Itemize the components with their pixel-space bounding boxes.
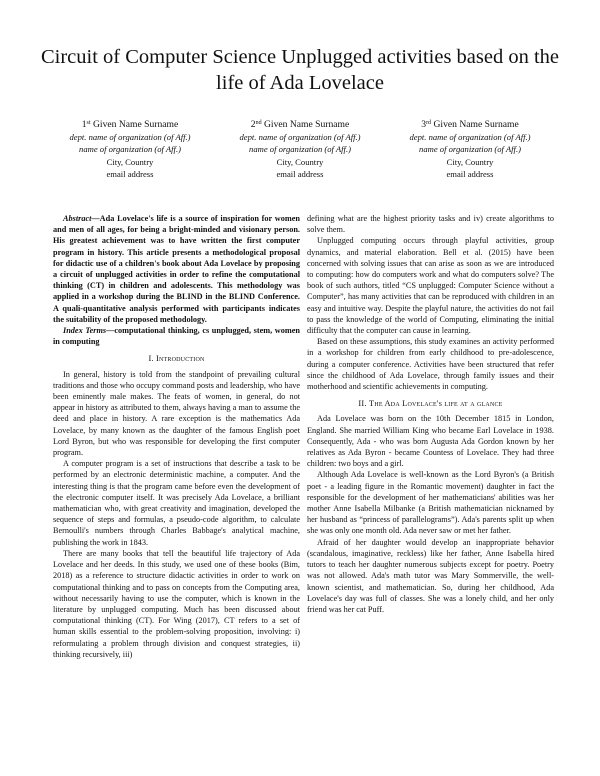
life-paragraph-1: Ada Lovelace was born on the 10th December 1815 in London, England. She married William King who became Earl Lovelace in 1938. Consequently, Ada - who was born Augusta Ada Gordon known by her relatives as Ada Byron - became Countess of Lovelace. They had three children: two boys and a girl.	[307, 414, 554, 469]
intro-paragraph-5: Based on these assumptions, this study examines an activity performed in a workshop for children from early childhood to pre-adolescence, during a computer conference. Activities have been structured that refer since the childhood of Ada Lovelace, through family issues and their motherhood and scientific achievements in computing.	[307, 337, 554, 392]
abstract	[53, 213, 300, 325]
intro-paragraph-2: A computer program is a set of instructions that describe a task to be performed by an electronic deterministic machine, a computer. And the interesting thing is that the program came before even the development of the electronic computer itself. It was precisely Ada Lovelace, a brilliant mathematician who, with great creativity and imagination, developed the sequence of steps and formulas, a pseudo-code algorithm, to calculate Bernoulli's numbers through Charles Babbage's analytical machine, publishing the work in 1843.	[53, 459, 300, 547]
section-heading-introduction	[53, 353, 300, 364]
author-dept: dept. name of organization (of Aff.)	[69, 132, 191, 142]
author-org: name of organization (of Aff.)	[249, 144, 351, 155]
author-1	[45, 118, 215, 181]
author-block	[45, 118, 555, 181]
author-name-text: Given Name Surname	[263, 119, 350, 130]
author-org: name of organization (of Aff.)	[79, 144, 181, 155]
author-email: email address	[106, 169, 154, 180]
abstract-text: —Ada Lovelace's life is a source of inspiration for women and men of all ages, for being a bright-minded and visionary person. His greatest achievement was to have written the first computer program in history. This article presents a methodological proposal for didactic use of a children's book about Ada Lovelace by proposing a circuit of unplugged activities in order to refine the computational thinking (CT) in children and adolescents. This methodology was applied in a workshop during the BLIND in the BLIND Conference. A quali-quantitative analysis performed with participants indicates the suitability of the proposed methodology.	[53, 214, 300, 324]
section-number: I.	[148, 354, 154, 364]
author-ordinal-suffix: rd	[426, 120, 432, 126]
author-name-text: Given Name Surname	[92, 119, 179, 130]
intro-paragraph-continuation: defining what are the highest priority tasks and iv) create algorithms to solve them.	[307, 214, 554, 235]
intro-paragraph-3: There are many books that tell the beautiful life trajectory of Ada Lovelace and her deeds. In this study, we used one of these books (Bim, 2018) as a reference to structure didactic activities in order to work on computational thinking and to pass on concepts from the Computing area, without necessarily having to use the computer, which is known in the literature by unplugged computing. Much has been discussed about computational thinking (CT). For Wing (2017), CT refers to a set of human skills essential to the problem-solving proposition, involving: i) reformulating a problem through division and conquest strategies, ii) thinking recursively, iii)	[53, 548, 300, 659]
author-dept: dept. name of organization (of Aff.)	[409, 132, 531, 142]
author-email: email address	[276, 169, 324, 180]
paper-title: Circuit of Computer Science Unplugged activities based on the life of Ada Lovelace	[40, 46, 560, 94]
author-org: name of organization (of Aff.)	[419, 144, 521, 155]
life-paragraph-3: Afraid of her daughter would develop an inappropriate behavior (scandalous, imaginative, reckless) like her father, Anne Isabella hired tutors to teach her daughter numerous subjects except for poetry. Poetry was not allowed. Ada's math tutor was Mary Sommerville, the well-known scientist, and mathematician. So, during her childhood, Ada Lovelace's day was full of classes. She was a lonely child, and her only friend was her cat Puff.	[307, 537, 554, 614]
index-terms-text: —computational thinking, cs unplugged, stem, women in computing	[53, 326, 300, 347]
author-3	[385, 118, 555, 181]
author-ordinal-suffix: st	[86, 120, 91, 126]
left-column	[53, 213, 300, 660]
author-name	[385, 118, 555, 131]
author-city: City, Country	[446, 156, 494, 167]
intro-paragraph-1: In general, history is told from the standpoint of prevailing cultural traditions and those who occupy command posts and leadership, who have been eminently male makes. The feats of women, in general, do not appear in history as attributed to them, always having a man to assume the deed and place in history. A rare exception is the mathematics Ada Lovelace, by many known as the daughter of the famous English poet Lord Byron, but who was responsible for developing the first computer program.	[53, 369, 300, 458]
author-ordinal: 2	[250, 119, 256, 130]
author-name	[45, 118, 215, 131]
author-dept: dept. name of organization (of Aff.)	[239, 132, 361, 142]
author-ordinal: 1	[81, 119, 87, 130]
author-email: email address	[446, 169, 494, 180]
section-title: Introduction	[156, 354, 205, 364]
index-terms	[53, 325, 300, 347]
author-ordinal-suffix: nd	[255, 120, 262, 126]
life-paragraph-2: Although Ada Lovelace is well-known as the Lord Byron's (a British poet - a leading figure in the Romantic movement) daughter in fact the responsible for the development of her mathematicians' abilities was her mother Anne Isabella Milbanke (a British mathematician nicknamed by her husband as “princess of parallelograms”). Ada's parents split up when she was only one month old. Ada never saw or met her father.	[307, 470, 554, 536]
right-column	[307, 213, 554, 615]
intro-paragraph-4: Unplugged computing occurs through playful activities, group dynamics, and material elaboration. Bell et al. (2015) have been concerned with solving issues that can arise as soon as we are introduced to computing: how do computers work and what do computers solve? The book of such authors, titled “CS unplugged: Computer Science without a Computer”, has many activities that can be reproduced with children in an easy and intuitive way. Despite the playful nature, the activities do not fail to pass the knowledge of the world of Computing, eliminating the initial difficulty that the computer can cause in learning.	[307, 236, 554, 336]
author-2	[215, 118, 385, 181]
section-heading-life	[307, 398, 554, 409]
section-title: The Ada Lovelace's life at a glance	[369, 399, 503, 409]
author-ordinal: 3	[421, 119, 427, 130]
author-name	[215, 118, 385, 131]
author-name-text: Given Name Surname	[433, 119, 519, 130]
author-city: City, Country	[276, 156, 324, 167]
author-city: City, Country	[106, 156, 154, 167]
index-terms-label: Index Terms	[63, 326, 107, 336]
section-number: II.	[358, 399, 367, 409]
abstract-label: Abstract	[63, 214, 92, 223]
